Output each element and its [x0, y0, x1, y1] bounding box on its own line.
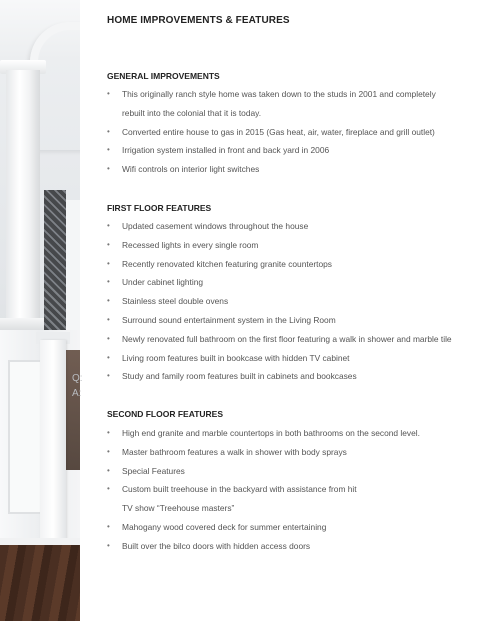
section-heading-second-floor: SECOND FLOOR FEATURES — [107, 409, 224, 419]
side-fragment-a: A: — [72, 388, 82, 399]
photo-wood-floor — [0, 545, 80, 621]
bullet-icon: • — [107, 428, 110, 437]
bullet-icon: • — [107, 484, 110, 494]
document-page: Q: A: HOME IMPROVEMENTS & FEATURES GENERAL IMPROVEMENTS • This originally ranch style home was taken down to the studs in 2001 and completely rebuilt into the colonial that it is today. • Converted entire house to gas in 2015 (Gas heat, air, water, fireplace and grill outlet) • Irrigation system installed in front and back yard in 2006 • Wifi controls on interior light switches FIRST FLOOR FEATURES • Updated casement windows throughout the house • Recessed lights in every single room • Recently renovated kitchen featuring granite countertops • Under cabinet lighting • Stainless steel double ovens • Surround sound entertainment system in the Living Room • Newly renovated full bathroom on the first floor featuring a walk in shower and marble tile • Living room features built in bookcase with hidden TV cabinet • Study and family room features built in cabinets and bookcases SECOND FLOOR FEATURES • High end granite and marble countertops in both bathrooms on the second level. • Master bathroom features a walk in shower with body sprays • Special Features • Custom built treehouse in the backyard with assistance from hit TV show “Treehouse masters” • Mahogany wood covered deck for summer entertaining • Built over the bilco doors with hidden access doors — [0, 0, 480, 621]
interior-photo — [0, 0, 80, 621]
bullet-icon: • — [107, 296, 110, 306]
bullet-icon: • — [107, 277, 110, 287]
bullet-icon: • — [107, 352, 110, 362]
section-heading-general: GENERAL IMPROVEMENTS — [107, 71, 220, 81]
bullet-icon: • — [107, 446, 110, 456]
bullet-icon: • — [107, 333, 110, 343]
bullet-icon: • — [107, 145, 110, 155]
bullet-icon: • — [107, 314, 110, 324]
side-fragment-q: Q: — [72, 373, 83, 384]
bullet-icon: • — [107, 465, 110, 475]
bullet-icon: • — [107, 540, 110, 550]
bullet-icon: • — [107, 221, 110, 230]
page-title: HOME IMPROVEMENTS & FEATURES — [107, 15, 290, 26]
section-heading-first-floor: FIRST FLOOR FEATURES — [107, 203, 212, 213]
photo-column — [6, 70, 40, 320]
photo-newel-post — [40, 340, 66, 540]
photo-wall-panel — [8, 360, 42, 514]
bullet-icon: • — [107, 239, 110, 249]
bullet-icon: • — [107, 521, 110, 531]
bullet-icon: • — [107, 371, 110, 381]
bullet-icon: • — [107, 126, 110, 136]
bullet-icon: • — [107, 164, 110, 174]
bullet-icon: • — [107, 258, 110, 268]
photo-window — [66, 200, 80, 340]
bullet-icon: • — [107, 89, 110, 98]
